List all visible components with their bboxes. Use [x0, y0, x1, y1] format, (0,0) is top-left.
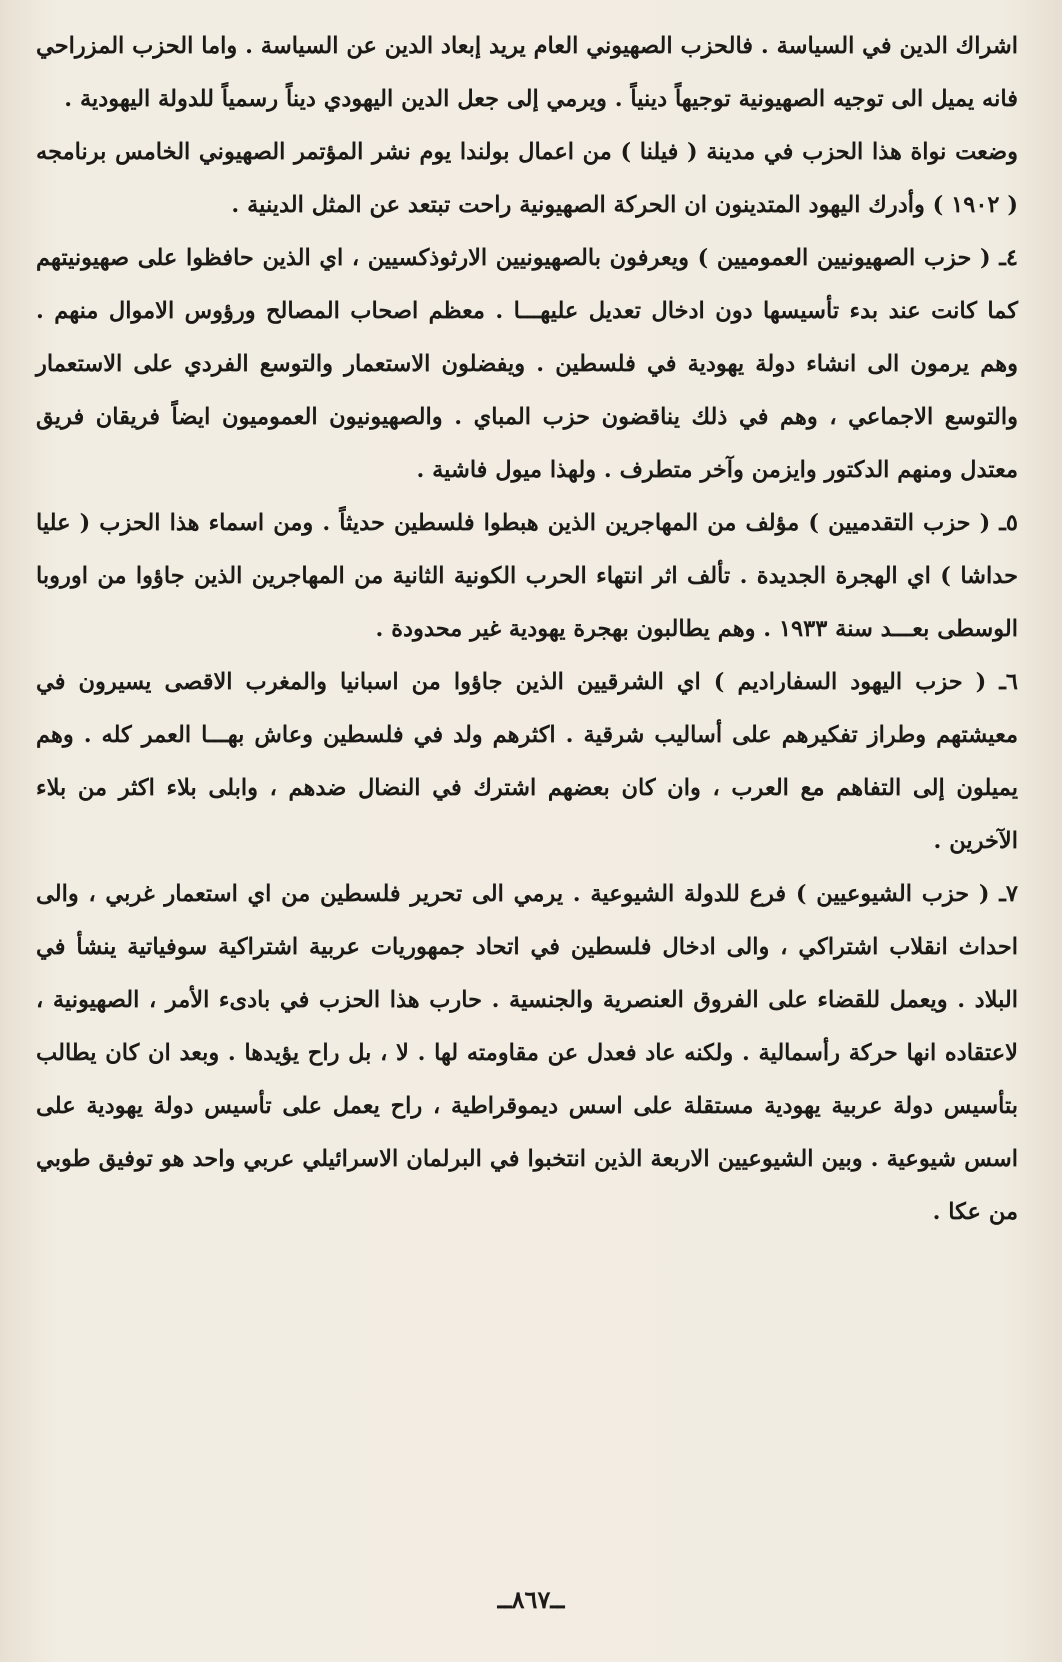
page-number: ــ٨٦٧ــ [497, 1585, 565, 1614]
paragraph-2: وضعت نواة هذا الحزب في مدينة ( فيلنا ) من اعمال بولندا يوم نشر المؤتمر الصهيوني الخامس برنامجه ( ١٩٠٢ ) وأدرك اليهود المتدينون ان الحركة الصهيونية راحت تبتعد عن المثل الدينية . [36, 139, 1018, 218]
paragraph-3: ٤ـ ( حزب الصهيونيين العموميين ) ويعرفون بالصهيونيين الارثوذكسيين ، اي الذين حافظوا على صهيونيتهم كما كانت عند بدء تأسيسها دون ادخال تعديل عليهـــا . معظم اصحاب المصالح ورؤوس الاموال منهم . وهم يرمون الى انشاء دولة يهودية في فلسطين . ويفضلون الاستعمار والتوسع الفردي على الاستعمار والتوسع الاجماعي ، وهم في ذلك يناقضون حزب المباي . والصهيونيون العموميون ايضاً فريقان فريق معتدل ومنهم الدكتور وايزمن وآخر متطرف . ولهذا ميول فاشية . [36, 245, 1018, 483]
paragraph-6: ٧ـ ( حزب الشيوعيين ) فرع للدولة الشيوعية . يرمي الى تحرير فلسطين من اي استعمار غربي ، والى احداث انقلاب اشتراكي ، والى ادخال فلسطين في اتحاد جمهوريات عربية اشتراكية سوفياتية ينشأ في البلاد . ويعمل للقضاء على الفروق العنصرية والجنسية . حارب هذا الحزب في بادىء الأمر ، الصهيونية ، لاعتقاده انها حركة رأسمالية . ولكنه عاد فعدل عن مقاومته لها . لا ، بل راح يؤيدها . وبعد ان كان يطالب بتأسيس دولة عربية يهودية مستقلة على اسس ديموقراطية ، راح يعمل على تأسيس دولة يهودية على اسس شيوعية . وبين الشيوعيين الاربعة الذين انتخبوا في البرلمان الاسرائيلي عربي واحد هو توفيق طوبي من عكا . [36, 881, 1018, 1225]
body-text [36, 20, 1018, 1239]
paragraph-4: ٥ـ ( حزب التقدميين ) مؤلف من المهاجرين الذين هبطوا فلسطين حديثاً . ومن اسماء هذا الحزب ( عليا حداشا ) اي الهجرة الجديدة . تألف اثر انتهاء الحرب الكونية الثانية من المهاجرين الذين جاؤوا من اوروبا الوسطى بعـــد سنة ١٩٣٣ . وهم يطالبون بهجرة يهودية غير محدودة . [36, 510, 1018, 642]
paragraph-1: اشراك الدين في السياسة . فالحزب الصهيوني العام يريد إبعاد الدين عن السياسة . واما الحزب المزراحي فانه يميل الى توجيه الصهيونية توجيهاً دينياً . ويرمي إلى جعل الدين اليهودي ديناً رسمياً للدولة اليهودية . [36, 33, 1018, 112]
paragraph-5: ٦ـ ( حزب اليهود السفاراديم ) اي الشرقيين الذين جاؤوا من اسبانيا والمغرب الاقصى يسيرون في معيشتهم وطراز تفكيرهم على أساليب شرقية . اكثرهم ولد في فلسطين وعاش بهـــا العمر كله . وهم يميلون إلى التفاهم مع العرب ، وان كان بعضهم اشترك في النضال ضدهم ، وابلى بلاء اكثر من بلاء الآخرين . [36, 669, 1018, 854]
